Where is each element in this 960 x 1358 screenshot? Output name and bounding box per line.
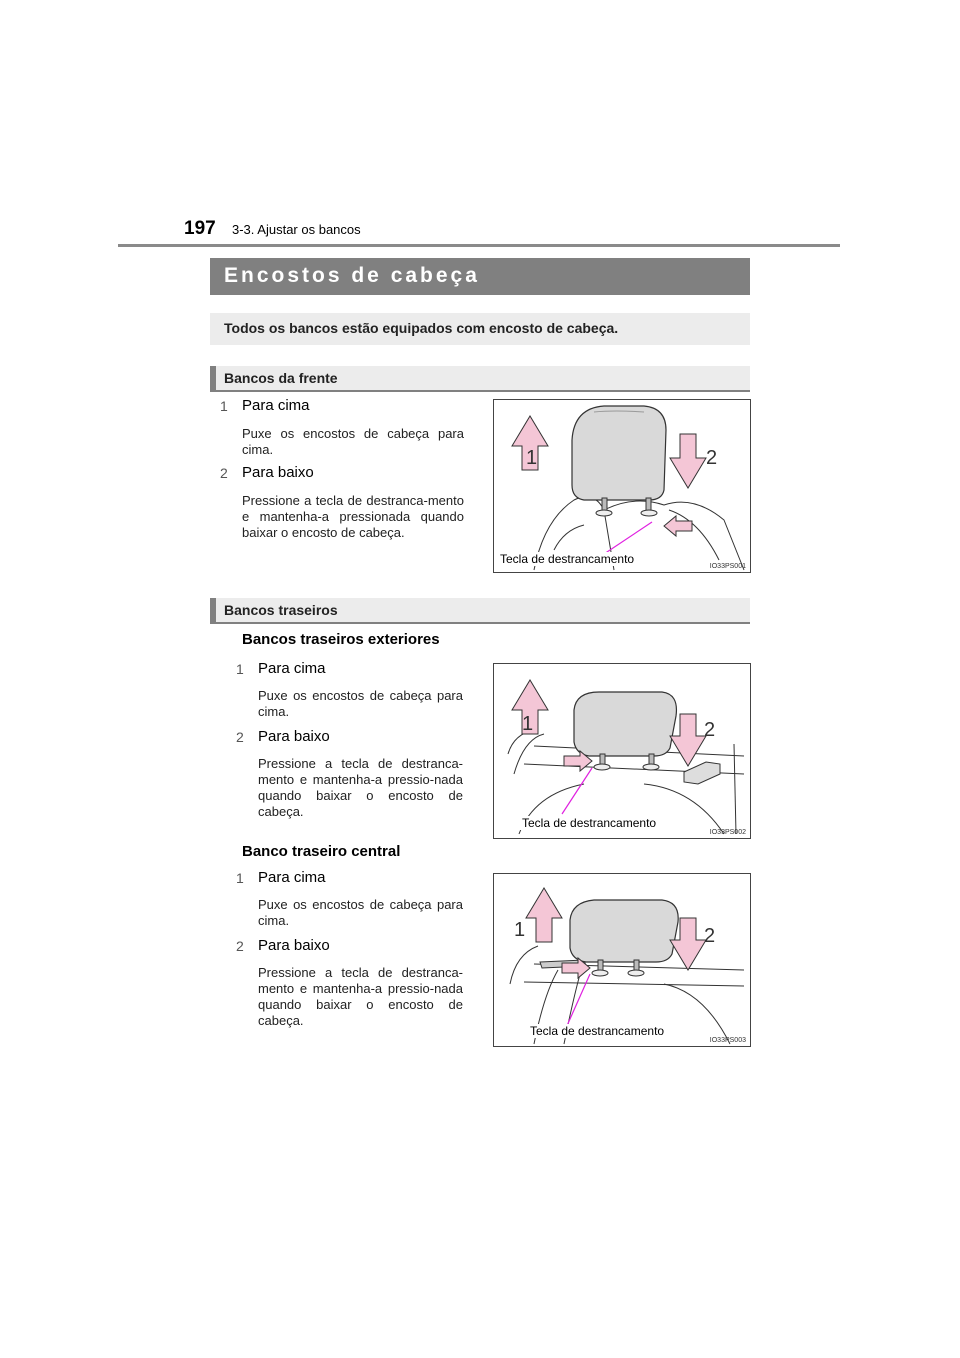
item-number: 1 <box>236 870 244 886</box>
page-title: Encostos de cabeça <box>224 264 480 287</box>
header-rule <box>118 244 840 247</box>
release-button-label: Tecla de destrancamento <box>500 552 635 566</box>
subheading-rear-seats <box>210 598 750 624</box>
front-headrest-illustration <box>493 399 751 573</box>
subheading-front-label: Bancos da frente <box>224 370 338 386</box>
item-description: Puxe os encostos de cabeça para cima. <box>258 688 463 719</box>
item-number: 2 <box>236 938 244 954</box>
release-button-label: Tecla de destrancamento <box>530 1024 665 1038</box>
figure-code: IO33PS001 <box>709 563 746 570</box>
item-description: Pressione a tecla de destranca-mento e mantenha-a pressionada quando baixar o encosto de cabeça. <box>242 493 464 540</box>
figure-number-1: 1 <box>526 447 538 469</box>
page-title-bar <box>210 258 750 295</box>
rear-center-headrest-drawing <box>494 874 750 1046</box>
rear-outer-headrest-illustration <box>493 663 751 839</box>
subheading-rear-label: Bancos traseiros <box>224 602 338 618</box>
up-arrow-icon <box>526 888 562 942</box>
rear-center-title: Banco traseiro central <box>242 843 401 860</box>
rear-outer-title: Bancos traseiros exteriores <box>242 631 440 648</box>
release-button-label: Tecla de destrancamento <box>522 816 657 830</box>
item-title: Para baixo <box>242 464 314 481</box>
item-description: Puxe os encostos de cabeça para cima. <box>258 897 463 928</box>
item-title: Para cima <box>258 660 326 677</box>
figure-number-2: 2 <box>706 447 718 469</box>
item-description: Pressione a tecla de destranca-mento e mantenha-a pressio-nada quando baixar o encosto de cabeça. <box>258 965 463 1028</box>
rear-outer-headrest-drawing <box>494 664 750 838</box>
item-title: Para baixo <box>258 728 330 745</box>
item-title: Para baixo <box>258 937 330 954</box>
item-number: 1 <box>220 398 228 414</box>
item-description: Pressione a tecla de destranca-mento e mantenha-a pressio-nada quando baixar o encosto de cabeça. <box>258 756 463 819</box>
figure-number-1: 1 <box>522 713 534 735</box>
subheading-front-seats <box>210 366 750 392</box>
rear-center-headrest-illustration <box>493 873 751 1047</box>
item-number: 2 <box>236 729 244 745</box>
figure-code: IO33PS003 <box>709 1037 746 1044</box>
figure-number-2: 2 <box>704 719 716 741</box>
item-title: Para cima <box>258 869 326 886</box>
figure-code: IO33PS002 <box>709 829 746 836</box>
figure-number-2: 2 <box>704 925 716 947</box>
figure-number-1: 1 <box>514 919 526 941</box>
section-label: 3-3. Ajustar os bancos <box>232 222 361 237</box>
item-number: 2 <box>220 465 228 481</box>
item-description: Puxe os encostos de cabeça para cima. <box>242 426 464 457</box>
item-title: Para cima <box>242 397 310 414</box>
down-arrow-icon <box>670 434 706 488</box>
press-arrow-icon <box>664 516 692 536</box>
front-headrest-drawing <box>494 400 750 572</box>
item-number: 1 <box>236 661 244 677</box>
page-number: 197 <box>184 218 216 239</box>
intro-text: Todos os bancos estão equipados com encosto de cabeça. <box>224 320 619 336</box>
intro-box <box>210 313 750 345</box>
